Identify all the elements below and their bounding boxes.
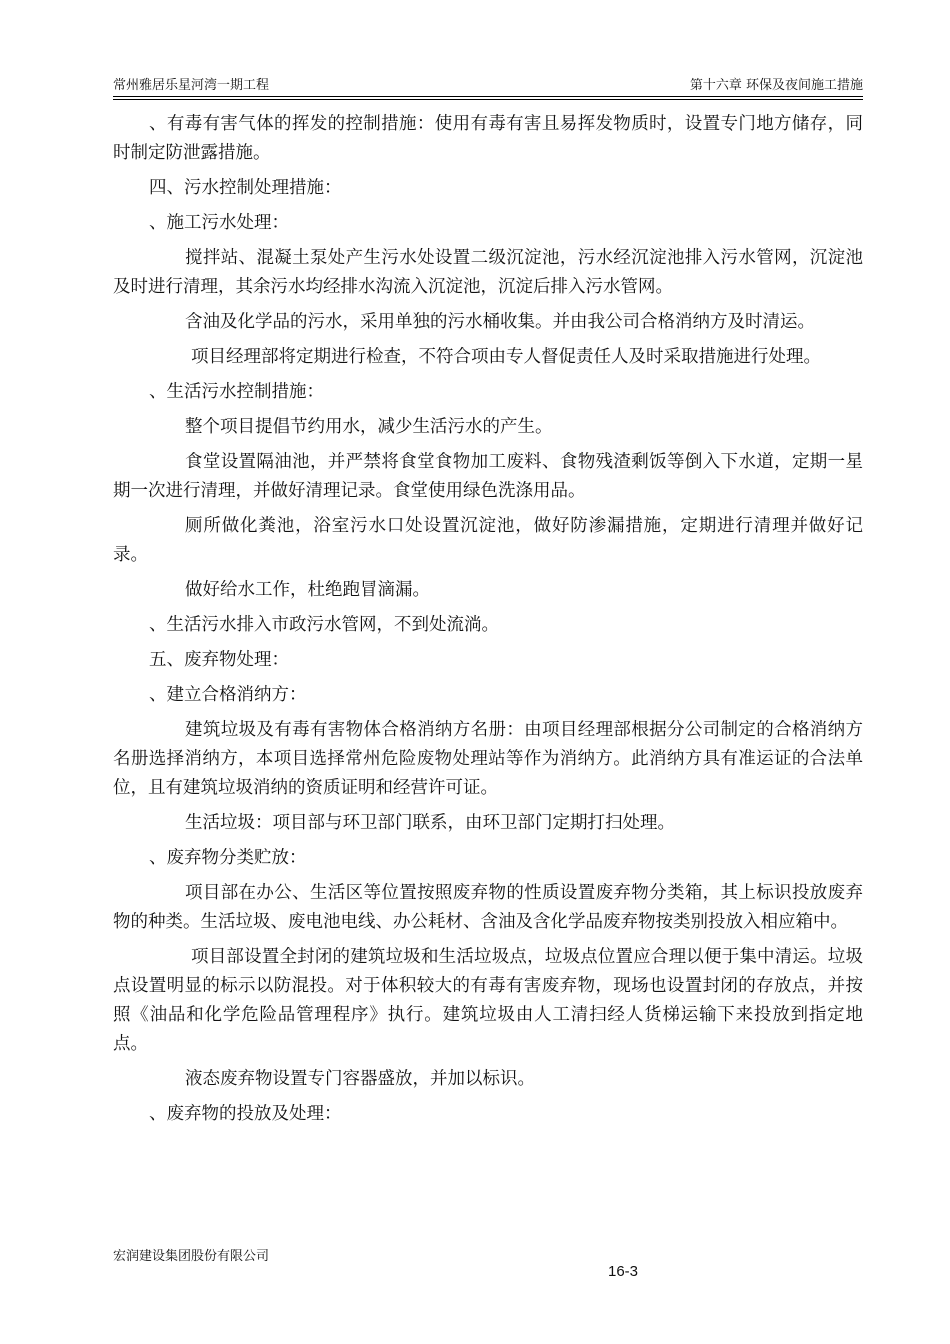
paragraph: 整个项目提倡节约用水，减少生活污水的产生。 [185, 417, 553, 437]
paragraph: 四、污水控制处理措施： [149, 178, 342, 198]
paragraph: 、施工污水处理： [149, 213, 289, 233]
paragraph: 项目部设置全封闭的建筑垃圾和生活垃圾点，垃圾点位置应合理以便于集中清运。垃圾点设置明显的标示以防混投。对于体积较大的有毒有害废弃物，现场也设置封闭的存放点，并按照《油品和化学危险品管理程序》执行。建筑垃圾由人工清扫经人货梯运输下来投放到指定地点。 [113, 947, 863, 1054]
header-project-title: 常州雅居乐星河湾一期工程 [113, 78, 270, 93]
paragraph: 、废弃物的投放及处理： [149, 1104, 342, 1124]
paragraph: 、废弃物分类贮放： [149, 848, 307, 868]
paragraph: 、生活污水排入市政污水管网，不到处流淌。 [149, 615, 499, 635]
page-header [113, 78, 863, 97]
paragraph: 五、废弃物处理： [149, 650, 289, 670]
paragraph: 、有毒有害气体的挥发的控制措施：使用有毒有害且易挥发物质时，设置专门地方储存，同时制定防泄露措施。 [113, 114, 863, 163]
header-rule [113, 99, 863, 100]
page-number: 16-3 [608, 1263, 639, 1280]
paragraph: 建筑垃圾及有毒有害物体合格消纳方名册：由项目经理部根据分公司制定的合格消纳方名册选择消纳方，本项目选择常州危险废物处理站等作为消纳方。此消纳方具有准运证的合法单位，且有建筑垃圾消纳的资质证明和经营许可证。 [113, 720, 863, 798]
paragraph: 含油及化学品的污水，采用单独的污水桶收集。并由我公司合格消纳方及时清运。 [185, 312, 815, 332]
header-chapter-title: 第十六章 环保及夜间施工措施 [689, 78, 863, 93]
footer-company: 宏润建设集团股份有限公司 [113, 1249, 270, 1264]
paragraph: 搅拌站、混凝土泵处产生污水处设置二级沉淀池，污水经沉淀池排入污水管网，沉淀池及时进行清理，其余污水均经排水沟流入沉淀池，沉淀后排入污水管网。 [113, 248, 863, 297]
paragraph: 做好给水工作，杜绝跑冒滴漏。 [185, 580, 430, 600]
paragraph: 、生活污水控制措施： [149, 382, 324, 402]
paragraph: 项目部在办公、生活区等位置按照废弃物的性质设置废弃物分类箱，其上标识投放废弃物的种类。生活垃圾、废电池电线、办公耗材、含油及含化学品废弃物按类别投放入相应箱中。 [113, 883, 863, 932]
paragraph: 厕所做化粪池，浴室污水口处设置沉淀池，做好防渗漏措施，定期进行清理并做好记录。 [113, 516, 863, 565]
paragraph: 液态废弃物设置专门容器盛放，并加以标识。 [185, 1069, 535, 1089]
paragraph: 食堂设置隔油池，并严禁将食堂食物加工废料、食物残渣剩饭等倒入下水道，定期一星期一次进行清理，并做好清理记录。食堂使用绿色洗涤用品。 [113, 452, 863, 501]
document-body [113, 110, 863, 1135]
paragraph: 、建立合格消纳方： [149, 685, 307, 705]
paragraph: 生活垃圾：项目部与环卫部门联系，由环卫部门定期打扫处理。 [185, 813, 675, 833]
paragraph: 项目经理部将定期进行检查，不符合项由专人督促责任人及时采取措施进行处理。 [191, 347, 821, 367]
